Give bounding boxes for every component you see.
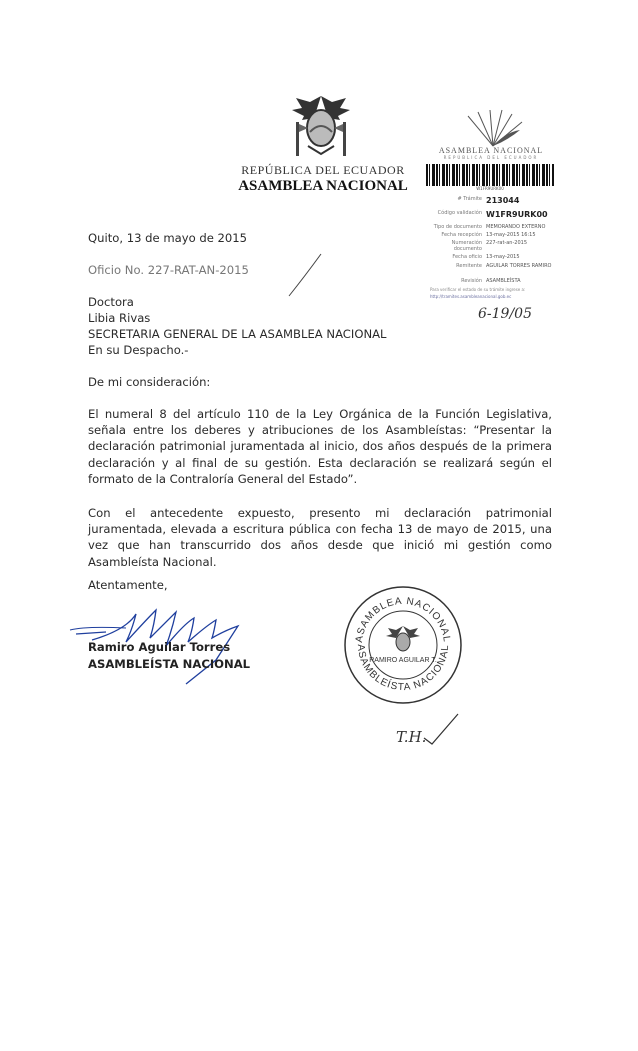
document-reference: Oficio No. 227-RAT-AN-2015	[88, 263, 249, 277]
recipient-line: En su Despacho.-	[88, 343, 189, 357]
stamp-row	[430, 210, 556, 219]
stamp-row-value: 213044	[486, 196, 520, 205]
stamp-row-value: AGUILAR TORRES RAMIRO	[486, 263, 552, 269]
signer-title: ASAMBLEÍSTA NACIONAL	[88, 657, 251, 671]
stamp-institution: ASAMBLEA NACIONAL	[438, 146, 544, 155]
stamp-row-value: 13-may-2015 16:15	[486, 232, 536, 238]
closing: Atentamente,	[88, 578, 168, 592]
stamp-row-value: 227-rat-an-2015	[486, 240, 527, 246]
stamp-link[interactable]: http://tramites.asambleanacional.gob.ec	[430, 294, 512, 299]
letterhead-institution: ASAMBLEA NACIONAL	[238, 178, 408, 194]
seal-center-text: RAMIRO AGUILAR T.	[369, 657, 437, 664]
stamp-row-label: Fecha recepción	[441, 232, 482, 238]
stamp-subtitle: REPÚBLICA DEL ECUADOR	[443, 155, 539, 160]
stamp-row-label: Fecha oficio	[452, 254, 482, 260]
stamp-row-label: Revisión	[461, 278, 482, 284]
greeting: De mi consideración:	[88, 375, 211, 389]
stamp-row-value: 13-may-2015	[486, 254, 520, 260]
seal-top-text: ASAMBLEA NACIONAL	[353, 595, 453, 644]
stamp-row-value: MEMORANDO EXTERNO	[486, 224, 546, 230]
stamp-row-label: # Trámite	[457, 196, 482, 202]
body-paragraph: El numeral 8 del artículo 110 de la Ley Orgánica de la Función Legislativa, señala entre los deberes y atribuciones de los Asambleístas: “Presentar la declaración patrimonial juramentada al inicio, dos años después de la primera declaración y al final de su gestión. Esta declaración se realizará según el formato de la Contraloría General del Estado”.	[88, 407, 552, 486]
body-paragraph: Con el antecedente expuesto, presento mi declaración patrimonial juramentada, elevada a escritura pública con fecha 13 de mayo de 2015, una vez que han transcurrido dos años desde que inició mi gestión como Asambleísta Nacional.	[88, 506, 552, 569]
handwritten-signature	[66, 590, 306, 686]
stamp-note: Para verificar el estado de su trámite ingrese a:	[430, 287, 526, 292]
seal-bottom-text: ASAMBLEÍSTA NACIONAL	[354, 643, 452, 694]
stamp-row-value: W1FR9URK00	[486, 210, 548, 219]
recipient-line: Doctora	[88, 295, 134, 309]
stamp-row	[430, 278, 556, 284]
signer-name: Ramiro Aguilar Torres	[88, 640, 231, 654]
recipient-line: SECRETARIA GENERAL DE LA ASAMBLEA NACIONAL	[88, 327, 387, 341]
letterhead-country: REPÚBLICA DEL ECUADOR	[241, 163, 405, 177]
handwritten-date: 6-19/05	[478, 306, 532, 322]
stamp-row-label: Tipo de documento	[433, 224, 482, 230]
barcode	[426, 164, 554, 186]
stamp-row-label: Numeración documento	[451, 240, 482, 252]
stamp-row-label: Remitente	[456, 263, 482, 269]
stamp-row	[430, 254, 556, 260]
stamp-row-label: Código validación	[437, 210, 482, 216]
coat-of-arms-icon	[286, 92, 356, 162]
place-date: Quito, 13 de mayo de 2015	[88, 231, 248, 245]
handwritten-initials: T.H.	[396, 728, 427, 746]
asamblea-logo-icon	[448, 108, 538, 148]
stamp-row	[430, 196, 556, 205]
stamp-row-value: ASAMBLEÍSTA	[486, 278, 521, 284]
check-stroke	[420, 712, 460, 746]
recipient-line: Libia Rivas	[88, 311, 151, 325]
barcode-code: W1FR9URK00	[476, 186, 504, 191]
official-seal	[340, 582, 466, 708]
seal-crest-icon	[386, 626, 420, 651]
